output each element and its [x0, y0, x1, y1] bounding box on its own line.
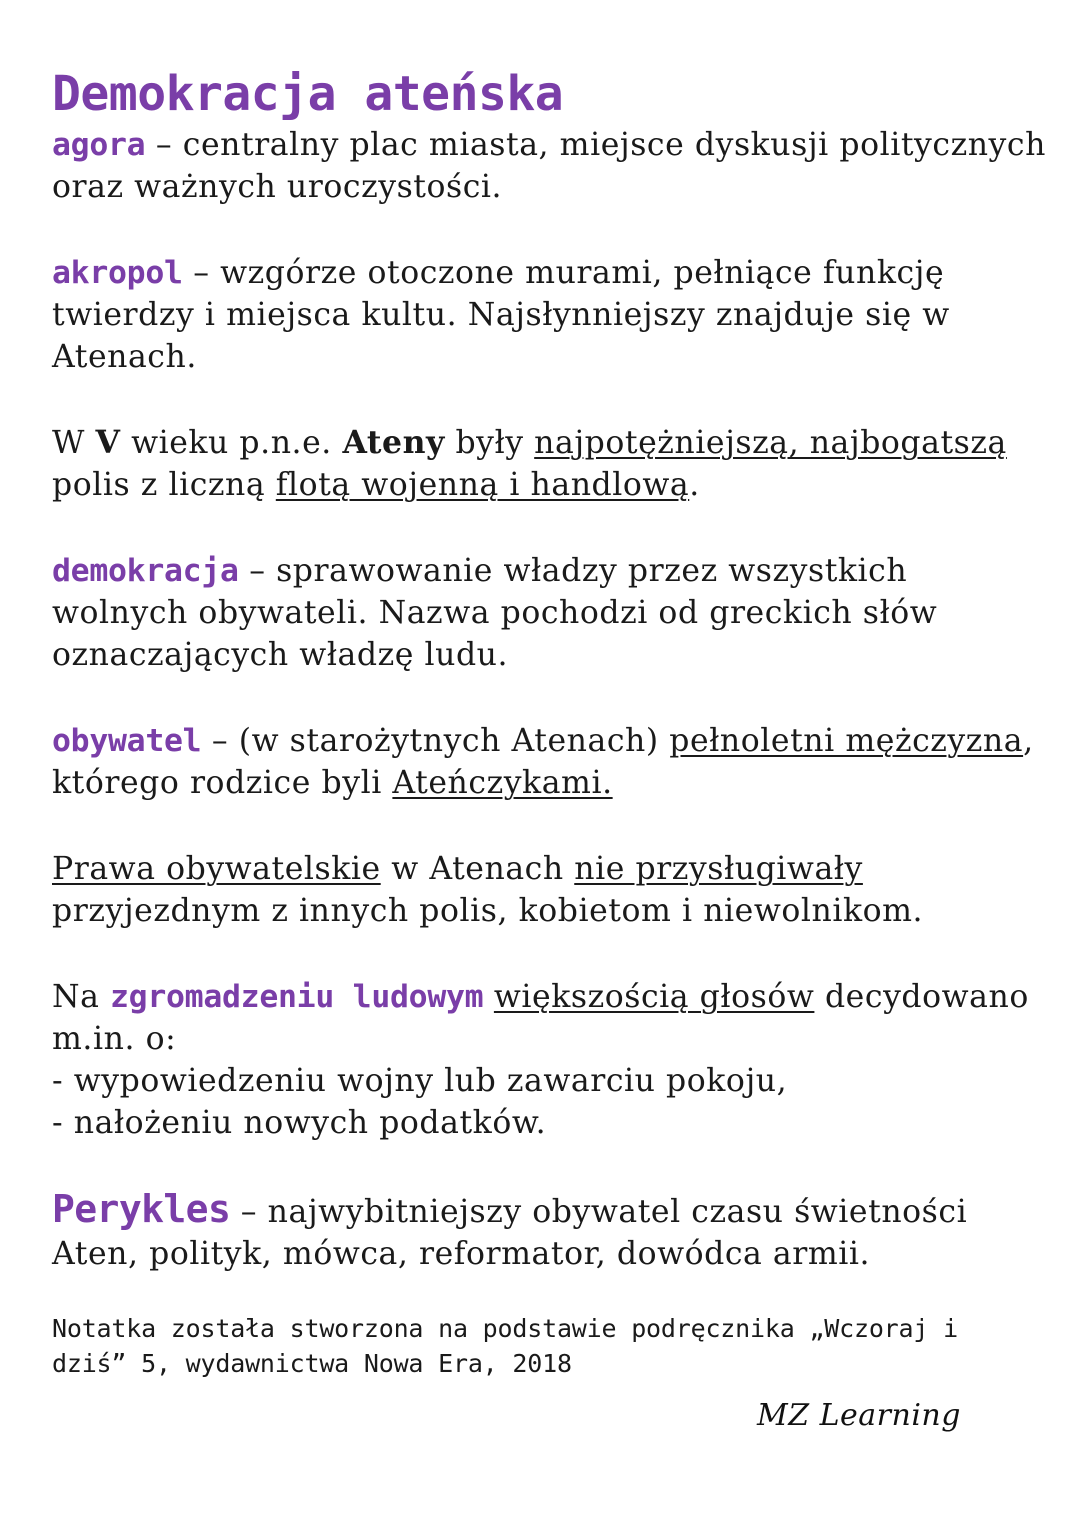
ateny-prefix: W [52, 425, 96, 461]
definition-akropol [52, 252, 1052, 378]
ateny-underline-fleet: flotą wojenną i handlową [275, 467, 690, 503]
list-item: - nałożeniu nowych podatków. [52, 1105, 547, 1141]
zgromadzenie-intro [52, 976, 1052, 1060]
ateny-verb: były [444, 425, 535, 461]
term-zgromadzenie: zgromadzeniu ludowym [110, 979, 484, 1015]
zgromadzenie-space [483, 979, 494, 1015]
paragraph-ateny [52, 422, 1052, 506]
ateny-middle: wieku p.n.e. [120, 425, 343, 461]
ateny-century: V [95, 424, 121, 461]
zgromadzenie-list [52, 1060, 1052, 1144]
ateny-city: Ateny [342, 424, 445, 461]
obywatel-underline-man: pełnoletni mężczyzna [669, 723, 1024, 759]
ateny-middle2: polis z liczną [52, 467, 276, 503]
paragraph-prawa [52, 848, 1052, 932]
definition-akropol-text: – wzgórze otoczone murami, pełniące funkcję twierdzy i miejsca kultu. Najsłynniejszy znajduje się w Atenach. [52, 255, 950, 375]
definition-demokracja [52, 550, 1052, 676]
ateny-end: . [689, 467, 700, 503]
obywatel-text1: – (w starożytnych Atenach) [201, 723, 670, 759]
definition-demokracja-text: – sprawowanie władzy przez wszystkich wolnych obywateli. Nazwa pochodzi od greckich słów oznaczających władzę ludu. [52, 553, 938, 673]
prawa-underline-not: nie przysługiwały [574, 851, 863, 887]
prawa-text2: przyjezdnym z innych polis, kobietom i niewolnikom. [52, 893, 924, 929]
definition-perykles-text: – najwybitniejszy obywatel czasu świetności Aten, polityk, mówca, reformator, dowódca armii. [52, 1194, 968, 1272]
ateny-underline-power: najpotężniejszą, najbogatszą [534, 425, 1007, 461]
zgromadzenie-underline-votes: większością głosów [493, 979, 815, 1015]
prawa-text1: w Atenach [380, 851, 575, 887]
source-footnote: Notatka została stworzona na podstawie podręcznika „Wczoraj i dziś” 5, wydawnictwa Nowa Era, 2018 [52, 1314, 958, 1378]
definition-agora-text: – centralny plac miasta, miejsce dyskusji politycznych oraz ważnych uroczystości. [52, 127, 1046, 205]
definition-obywatel [52, 720, 1052, 804]
term-demokracja: demokracja [52, 553, 239, 589]
term-obywatel: obywatel [52, 723, 202, 759]
prawa-underline-rights: Prawa obywatelskie [52, 851, 381, 887]
page-title: Demokracja ateńska [52, 66, 564, 122]
note-page [52, 62, 1052, 1381]
zgromadzenie-text: decydowano m.in. o: [52, 979, 1029, 1057]
term-perykles: Perykles [52, 1187, 231, 1231]
obywatel-underline-athenians: Ateńczykami. [392, 765, 613, 801]
author-signature: MZ Learning [757, 1398, 961, 1433]
obywatel-text2: , którego rodzice byli [52, 723, 1034, 801]
list-item: - wypowiedzeniu wojny lub zawarciu pokoju, [52, 1063, 788, 1099]
paragraph-zgromadzenie [52, 976, 1052, 1144]
definition-agora [52, 124, 1052, 208]
term-akropol: akropol [52, 255, 183, 291]
zgromadzenie-prefix: Na [52, 979, 111, 1015]
term-agora: agora [52, 127, 146, 163]
definition-perykles [52, 1188, 1052, 1275]
